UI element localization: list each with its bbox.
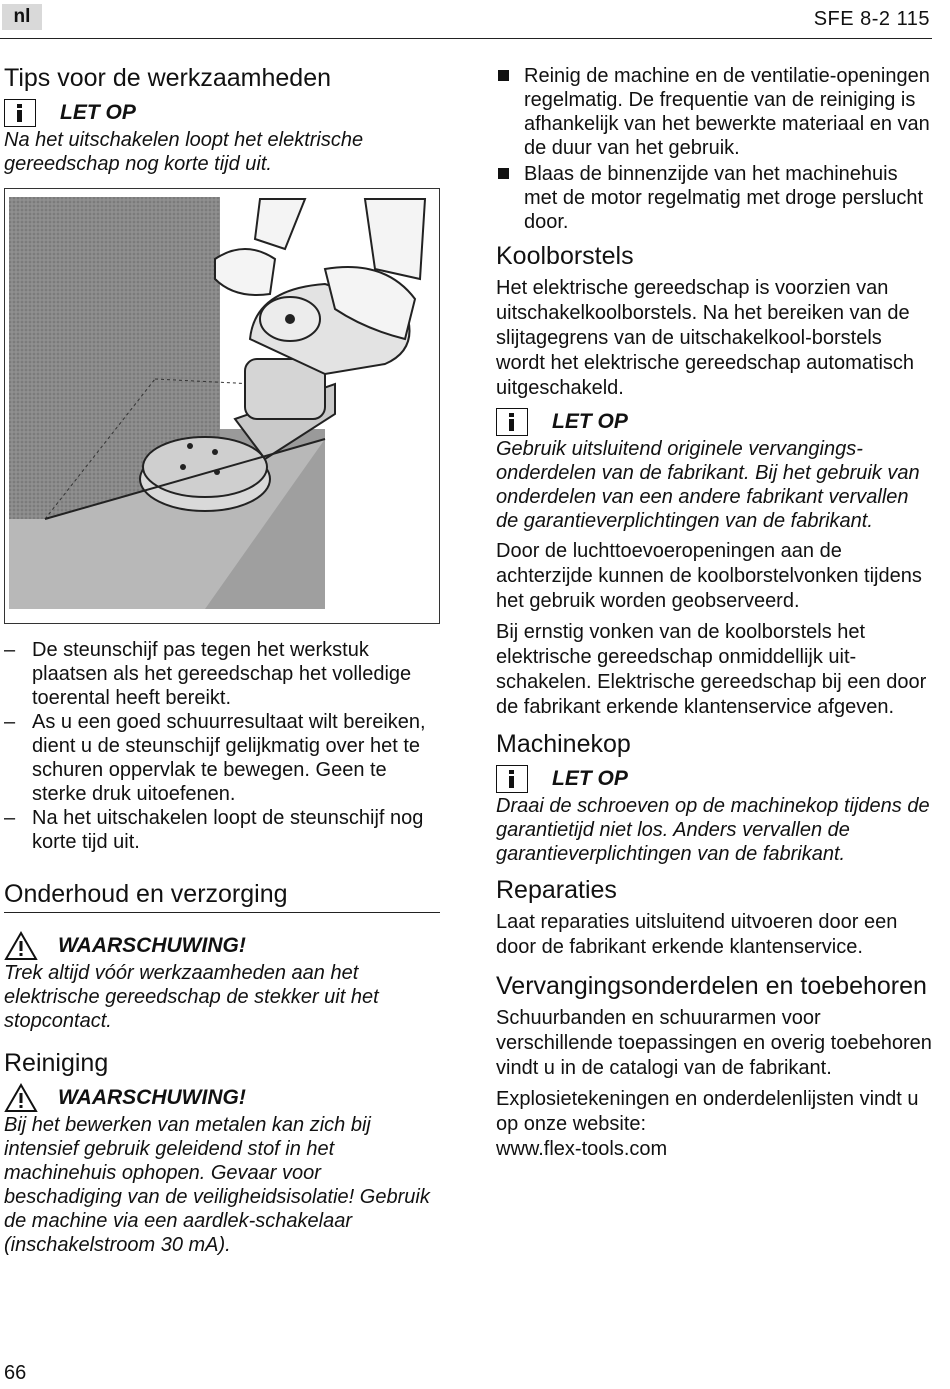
note-text: Draai de schroeven op de machinekop tijdens de garantietijd niet los. Anders vervallen de garantieverplichtingen van de fabrikant. xyxy=(496,795,930,865)
warning-header xyxy=(4,1083,440,1113)
right-column xyxy=(496,64,932,1168)
warning-header xyxy=(4,931,440,961)
list-item: – Na het uitschakelen loopt de steunschijf nog korte tijd uit. xyxy=(4,806,440,854)
note-header xyxy=(496,407,932,437)
note-header xyxy=(4,98,440,128)
page-number: 66 xyxy=(4,1362,27,1384)
repairs-text: Laat reparaties uitsluitend uitvoeren door een door de fabrikant erkende klantenservice. xyxy=(496,911,898,958)
brushes-text: Het elektrische gereedschap is voorzien van uitschakelkoolborstels. Na het bereiken van de slijtagegrens van de uitschakelkool-borstels wordt het elektrische gereedschap automatisch uitgeschakeld. xyxy=(496,277,915,399)
info-icon xyxy=(4,99,36,127)
sander-drawing xyxy=(5,189,439,623)
note-text: Gebruik uitsluitend originele vervangings-onderdelen van de fabrikant. Bij het gebruik van onderdelen van een andere fabrikant vervallen de garantieverplichtingen van de fabrikant. xyxy=(496,438,920,532)
note-label: LET OP xyxy=(552,767,628,790)
cleaning-list xyxy=(496,64,932,234)
tips-list xyxy=(4,638,440,854)
section-title-repairs: Reparaties xyxy=(496,876,617,904)
note-label: LET OP xyxy=(552,410,628,433)
section-title-brushes: Koolborstels xyxy=(496,242,634,270)
info-icon xyxy=(496,408,528,436)
website-link[interactable]: www.flex-tools.com xyxy=(496,1138,668,1160)
section-title-maintenance: Onderhoud en verzorging xyxy=(4,880,440,913)
list-item: – De steunschijf pas tegen het werkstuk plaatsen als het gereedschap het volledige toerental heeft bereikt. xyxy=(4,638,440,710)
warning-text: Trek altijd vóór werkzaamheden aan het elektrische gereedschap de stekker uit het stopcontact. xyxy=(4,962,379,1032)
sander-illustration xyxy=(4,188,440,624)
note-header xyxy=(496,764,932,794)
parts-text: Schuurbanden en schuurarmen voor verschillende toepassingen en overig toebehoren vindt u in de catalogi van de fabrikant. xyxy=(496,1007,932,1079)
list-item: Reinig de machine en de ventilatie-openingen regelmatig. De frequentie van de reiniging is afhankelijk van het bewerkte materiaal en van de duur van het gebruik. xyxy=(496,64,932,160)
model-name: SFE 8-2 115 xyxy=(813,8,930,30)
brushes-text-2: Door de luchttoevoeropeningen aan de achterzijde kunnen de koolborstelvonken tijdens het gebruik worden geobserveerd. xyxy=(496,540,922,612)
section-title-tips: Tips voor de werkzaamheden xyxy=(4,64,332,92)
language-badge: nl xyxy=(2,4,42,30)
warning-label: WAARSCHUWING! xyxy=(58,934,246,957)
section-title-machine-head: Machinekop xyxy=(496,730,631,758)
list-item: Blaas de binnenzijde van het machinehuis met de motor regelmatig met droge perslucht door. xyxy=(496,162,932,234)
warning-text: Bij het bewerken van metalen kan zich bij intensief gebruik geleidend stof in het machinehuis ophopen. Gevaar voor beschadiging van de veiligheidsisolatie! Gebruik de machine via een aardlek-schakelaar (inschakelstroom 30 mA). xyxy=(4,1114,430,1256)
warning-icon xyxy=(4,931,38,961)
info-icon xyxy=(496,765,528,793)
warning-icon xyxy=(4,1083,38,1113)
brushes-text-3: Bij ernstig vonken van de koolborstels het elektrische gereedschap onmiddellijk uit-schakelen. Elektrische gereedschap bij een door de fabrikant erkende klantenservice afgeven. xyxy=(496,621,927,718)
left-column xyxy=(4,64,440,1257)
parts-text-2: Explosietekeningen en onderdelenlijsten vindt u op onze website: xyxy=(496,1088,919,1135)
note-label: LET OP xyxy=(60,101,136,124)
section-title-parts: Vervangingsonderdelen en toebehoren xyxy=(496,972,927,1000)
section-title-cleaning: Reiniging xyxy=(4,1049,109,1077)
list-item: – As u een goed schuurresultaat wilt bereiken, dient u de steunschijf gelijkmatig over het te schuren oppervlak te bewegen. Geen te sterke druk uitoefenen. xyxy=(4,710,440,806)
note-text: Na het uitschakelen loopt het elektrische gereedschap nog korte tijd uit. xyxy=(4,129,364,175)
header-divider xyxy=(0,38,932,39)
warning-label: WAARSCHUWING! xyxy=(58,1086,246,1109)
